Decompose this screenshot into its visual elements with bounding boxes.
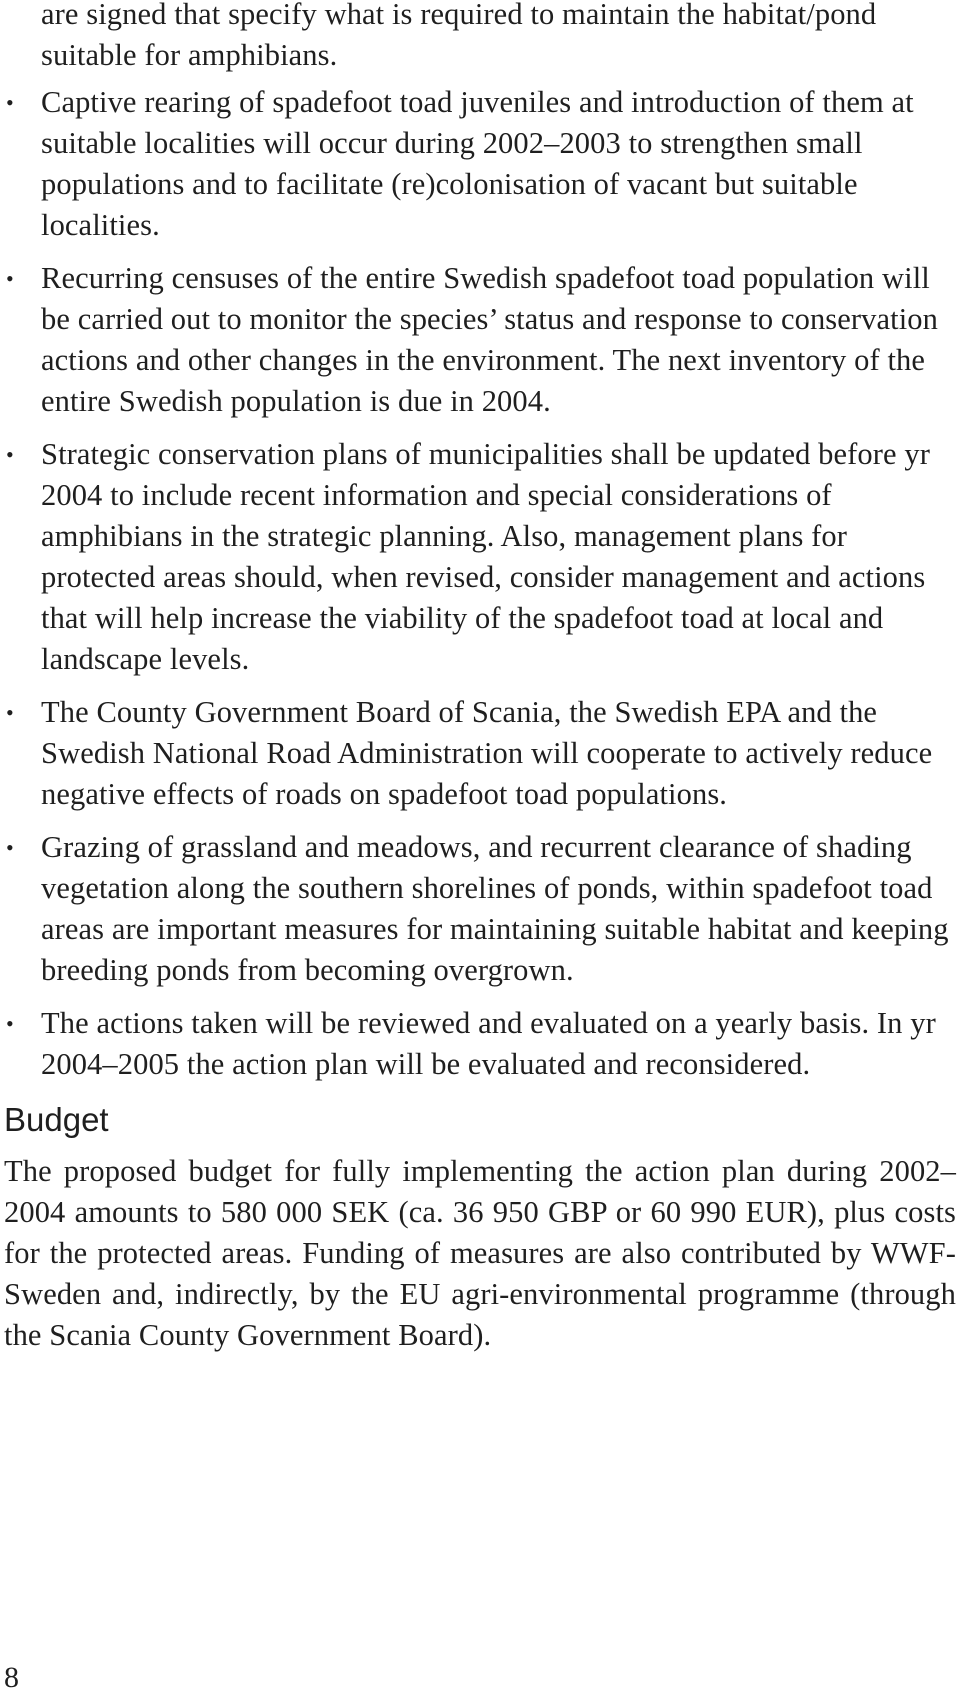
page-number: 8 — [4, 1661, 19, 1694]
bullet-icon: • — [6, 442, 14, 467]
bullet-icon: • — [6, 700, 14, 725]
bullet-text: The actions taken will be reviewed and evaluated on a yearly basis. In yr 2004–2005 the action plan will be evaluated and reconsidered. — [41, 1006, 936, 1081]
bullet-item-captive-rearing — [4, 82, 956, 246]
bullet-item-grazing — [4, 827, 956, 991]
bullet-text: Grazing of grassland and meadows, and recurrent clearance of shading vegetation along the southern shorelines of ponds, within spadefoot toad areas are important measures for maintaining suitable habitat and keeping breeding ponds from becoming overgrown. — [41, 830, 949, 987]
bullet-text: Recurring censuses of the entire Swedish spadefoot toad population will be carried out to monitor the species’ status and response to conservation actions and other changes in the environment. The next inventory of the entire Swedish population is due in 2004. — [41, 261, 939, 418]
bullet-icon: • — [6, 266, 14, 291]
action-bullet-list — [4, 82, 956, 1085]
bullet-item-review — [4, 1003, 956, 1085]
bullet-item-roads — [4, 692, 956, 815]
bullet-icon: • — [6, 1011, 14, 1036]
intro-continuation-text: are signed that specify what is required to maintain the habitat/pond suitable for amphibians. — [41, 0, 877, 72]
bullet-icon: • — [6, 90, 14, 115]
budget-heading: Budget — [4, 1101, 109, 1138]
document-page — [4, 0, 956, 1356]
bullet-item-censuses — [4, 258, 956, 422]
bullet-text: The County Government Board of Scania, the Swedish EPA and the Swedish National Road Administration will cooperate to actively reduce negative effects of roads on spadefoot toad populations. — [41, 695, 933, 811]
bullet-text: Strategic conservation plans of municipalities shall be updated before yr 2004 to include recent information and special considerations of amphibians in the strategic planning. Also, management plans for protected areas should, when revised, consider management and actions that will help increase the viability of the spadefoot toad at local and landscape levels. — [41, 437, 930, 676]
bullet-icon: • — [6, 835, 14, 860]
bullet-text: Captive rearing of spadefoot toad juveniles and introduction of them at suitable localities will occur during 2002–2003 to strengthen small populations and to facilitate (re)colonisation of vacant but suitable localities. — [41, 85, 914, 242]
budget-paragraph: The proposed budget for fully implementing the action plan during 2002–2004 amounts to 580 000 SEK (ca. 36 950 GBP or 60 990 EUR), plus costs for the protected areas. Funding of measures are also contributed by WWF-Sweden and, indirectly, by the EU agri-environmental programme (through the Scania County Government Board). — [4, 1154, 956, 1352]
bullet-item-strategic-plans — [4, 434, 956, 680]
